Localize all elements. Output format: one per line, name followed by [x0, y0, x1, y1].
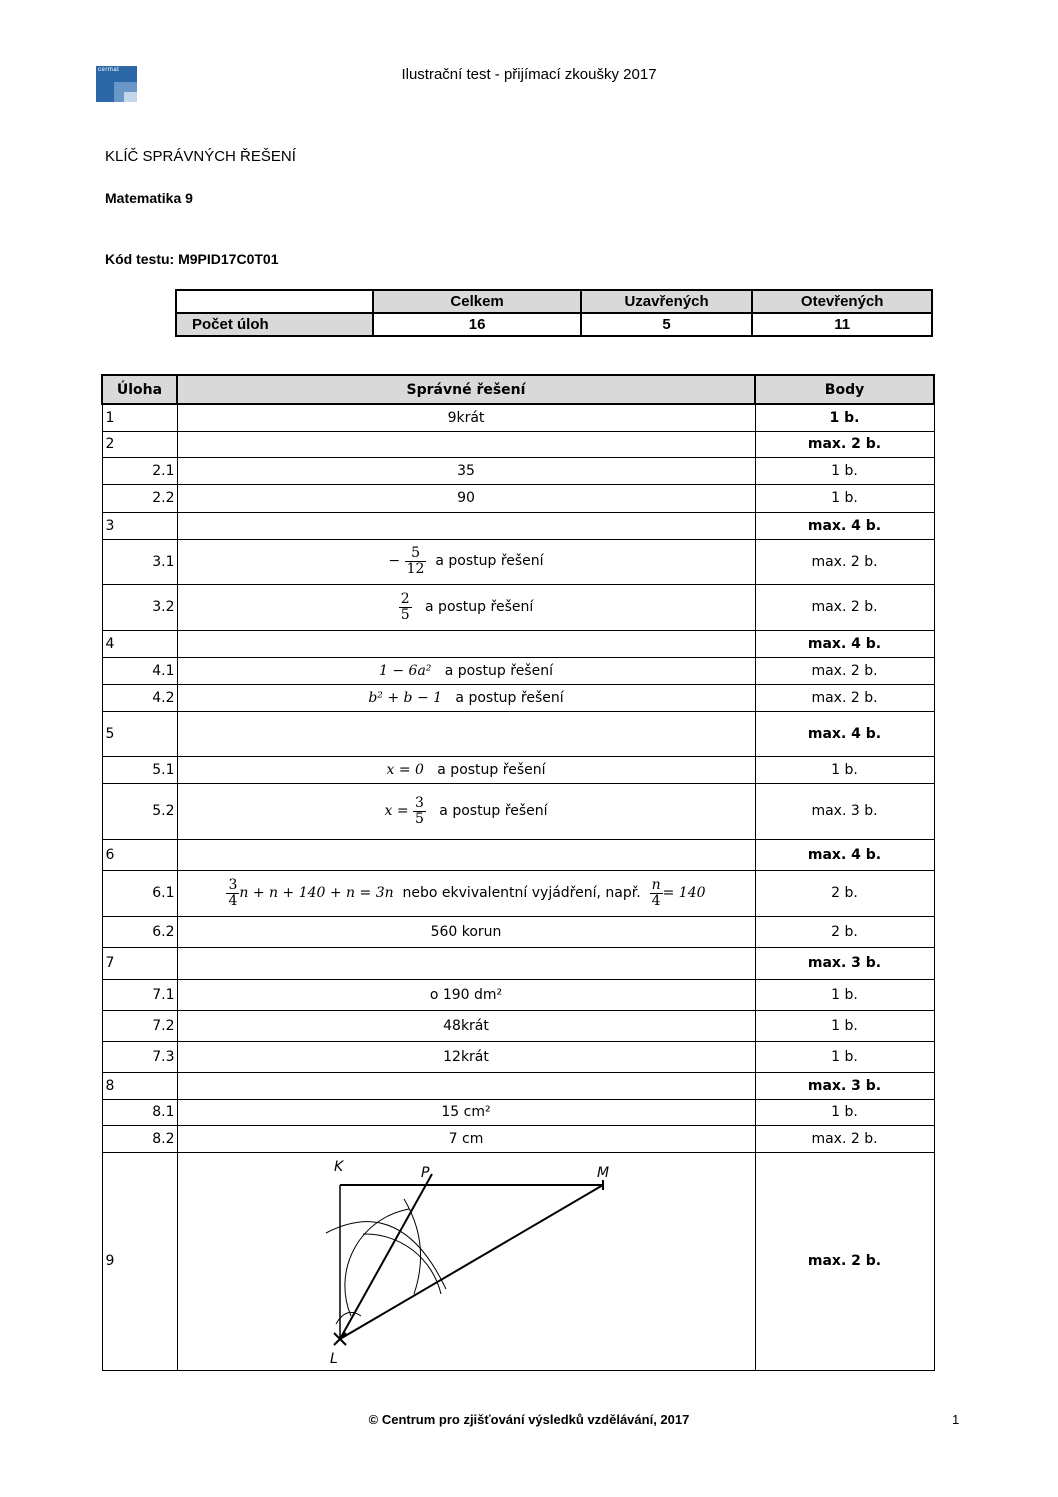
answer-key-title: KLÍČ SPRÁVNÝCH ŘEŠENÍ — [105, 148, 296, 165]
label-p: P — [421, 1165, 430, 1181]
subtask-number: 3.1 — [102, 539, 177, 584]
label-m: M — [597, 1165, 610, 1181]
geometric-construction-drawing — [306, 1154, 626, 1368]
subtask-number: 4.1 — [102, 657, 177, 684]
points: max. 3 b. — [755, 783, 934, 839]
test-code: Kód testu: M9PID17C0T01 — [105, 251, 279, 267]
postup-text: a postup řešení — [455, 689, 564, 706]
points: 2 b. — [755, 870, 934, 916]
solution: 15 cm² — [177, 1099, 755, 1125]
header-solution: Správné řešení — [177, 375, 755, 404]
points: max. 3 b. — [755, 947, 934, 979]
points: max. 2 b. — [755, 1125, 934, 1152]
subtask-number: 5.1 — [102, 756, 177, 783]
solution-empty — [177, 431, 755, 457]
task-number: 5 — [102, 711, 177, 756]
denominator: 5 — [400, 606, 410, 623]
subtask-number: 2.1 — [102, 457, 177, 484]
construction-arc — [345, 1209, 409, 1316]
solution: 90 — [177, 484, 755, 512]
points: max. 4 b. — [755, 630, 934, 657]
table-row — [102, 1072, 934, 1099]
summary-row-label: Počet úloh — [176, 313, 373, 336]
table-row — [102, 1041, 934, 1072]
task-number: 6 — [102, 839, 177, 870]
subtask-number: 8.2 — [102, 1125, 177, 1152]
summary-value-total: 16 — [373, 313, 580, 336]
solution: 48krát — [177, 1010, 755, 1041]
solution — [177, 657, 755, 684]
solution-empty — [177, 630, 755, 657]
solution: o 190 dm² — [177, 979, 755, 1010]
fraction — [405, 546, 427, 576]
solution: 9krát — [177, 404, 755, 431]
solution: 560 korun — [177, 916, 755, 947]
numerator: 2 — [400, 590, 410, 607]
points: max. 4 b. — [755, 839, 934, 870]
table-row — [102, 404, 934, 431]
header-points: Body — [755, 375, 934, 404]
subtask-number: 5.2 — [102, 783, 177, 839]
solution — [177, 756, 755, 783]
task-number: 8 — [102, 1072, 177, 1099]
solutions-table — [101, 374, 935, 1371]
numerator: n — [651, 876, 661, 893]
subtask-number: 6.2 — [102, 916, 177, 947]
table-row — [102, 512, 934, 539]
solution — [177, 584, 755, 630]
points: max. 2 b. — [755, 684, 934, 711]
equivalent-text: nebo ekvivalentní vyjádření, např. — [402, 885, 641, 901]
points: 1 b. — [755, 1010, 934, 1041]
points: max. 2 b. — [755, 539, 934, 584]
header-task: Úloha — [102, 375, 177, 404]
table-row — [102, 839, 934, 870]
task-number: 1 — [102, 404, 177, 431]
table-row — [102, 1125, 934, 1152]
solutions-header-row — [102, 375, 934, 404]
numerator: 3 — [415, 794, 424, 811]
points: 2 b. — [755, 916, 934, 947]
fraction — [399, 592, 412, 622]
fraction — [650, 878, 663, 908]
solution-empty — [177, 839, 755, 870]
table-row — [102, 630, 934, 657]
solution — [177, 783, 755, 839]
table-row — [102, 756, 934, 783]
subtask-number: 6.1 — [102, 870, 177, 916]
summary-table — [175, 289, 933, 337]
task-number: 2 — [102, 431, 177, 457]
numerator: 3 — [228, 876, 238, 893]
solution-empty — [177, 512, 755, 539]
summary-header-row — [176, 290, 932, 313]
summary-header-open: Otevřených — [752, 290, 932, 313]
fraction — [226, 878, 239, 908]
solution — [177, 539, 755, 584]
solution: 7 cm — [177, 1125, 755, 1152]
subject-title: Matematika 9 — [105, 190, 193, 206]
table-row — [102, 457, 934, 484]
points: max. 2 b. — [755, 657, 934, 684]
solution — [177, 684, 755, 711]
points: 1 b. — [755, 404, 934, 431]
expression: b² + b − 1 — [368, 689, 443, 706]
construction-arc — [363, 1234, 441, 1294]
points: max. 2 b. — [755, 1152, 934, 1370]
postup-text: a postup řešení — [439, 803, 548, 819]
denominator: 4 — [228, 892, 238, 909]
task-number: 3 — [102, 512, 177, 539]
table-row — [102, 870, 934, 916]
points: max. 4 b. — [755, 512, 934, 539]
points: 1 b. — [755, 756, 934, 783]
points: 1 b. — [755, 457, 934, 484]
table-row — [102, 1099, 934, 1125]
subtask-number: 7.1 — [102, 979, 177, 1010]
points: max. 3 b. — [755, 1072, 934, 1099]
points: 1 b. — [755, 979, 934, 1010]
summary-corner — [176, 290, 373, 313]
solution-construction — [177, 1152, 755, 1370]
table-row — [102, 1152, 934, 1370]
denominator: 5 — [415, 810, 424, 827]
summary-header-closed: Uzavřených — [581, 290, 753, 313]
task-number: 4 — [102, 630, 177, 657]
expression-lhs: x = — [384, 803, 409, 819]
solution: 35 — [177, 457, 755, 484]
footer-copyright: © Centrum pro zjišťování výsledků vzdělávání, 2017 — [368, 1412, 690, 1427]
postup-text: a postup řešení — [437, 761, 546, 778]
table-row — [102, 431, 934, 457]
expression: x = 0 — [386, 761, 424, 778]
segment-lm — [340, 1185, 603, 1339]
expression: 1 − 6a² — [379, 662, 432, 679]
table-row — [102, 1010, 934, 1041]
bisector-lp — [340, 1174, 432, 1339]
table-row — [102, 783, 934, 839]
table-row — [102, 916, 934, 947]
solution: 12krát — [177, 1041, 755, 1072]
subtask-number: 4.2 — [102, 684, 177, 711]
table-row — [102, 657, 934, 684]
logo-text: cermat — [98, 67, 120, 73]
expression: n + n + 140 + n = 3n — [239, 885, 394, 901]
expression: = 140 — [662, 885, 706, 901]
solution-empty — [177, 947, 755, 979]
points: 1 b. — [755, 484, 934, 512]
points: 1 b. — [755, 1099, 934, 1125]
summary-value-closed: 5 — [581, 313, 753, 336]
table-row — [102, 684, 934, 711]
numerator: 5 — [405, 546, 427, 562]
postup-text: a postup řešení — [435, 553, 544, 570]
task-number: 7 — [102, 947, 177, 979]
solution — [177, 870, 755, 916]
fraction — [413, 796, 426, 826]
subtask-number: 8.1 — [102, 1099, 177, 1125]
solution-empty — [177, 711, 755, 756]
page-number: 1 — [952, 1412, 960, 1427]
label-l: L — [330, 1351, 338, 1367]
denominator: 4 — [651, 892, 661, 909]
label-k: K — [334, 1159, 344, 1175]
subtask-number: 7.2 — [102, 1010, 177, 1041]
page-header-title: Ilustrační test - přijímací zkoušky 2017 — [401, 66, 657, 83]
points: max. 2 b. — [755, 431, 934, 457]
summary-header-total: Celkem — [373, 290, 580, 313]
summary-values-row — [176, 313, 932, 336]
points: max. 4 b. — [755, 711, 934, 756]
table-row — [102, 484, 934, 512]
points: max. 2 b. — [755, 584, 934, 630]
table-row — [102, 584, 934, 630]
points: 1 b. — [755, 1041, 934, 1072]
table-row — [102, 711, 934, 756]
task-number: 9 — [102, 1152, 177, 1370]
subtask-number: 2.2 — [102, 484, 177, 512]
table-row — [102, 979, 934, 1010]
minus-sign: − — [388, 553, 401, 570]
summary-value-open: 11 — [752, 313, 932, 336]
subtask-number: 7.3 — [102, 1041, 177, 1072]
denominator: 12 — [406, 561, 425, 577]
solution-empty — [177, 1072, 755, 1099]
postup-text: a postup řešení — [444, 662, 553, 679]
table-row — [102, 539, 934, 584]
postup-text: a postup řešení — [425, 599, 534, 615]
table-row — [102, 947, 934, 979]
subtask-number: 3.2 — [102, 584, 177, 630]
